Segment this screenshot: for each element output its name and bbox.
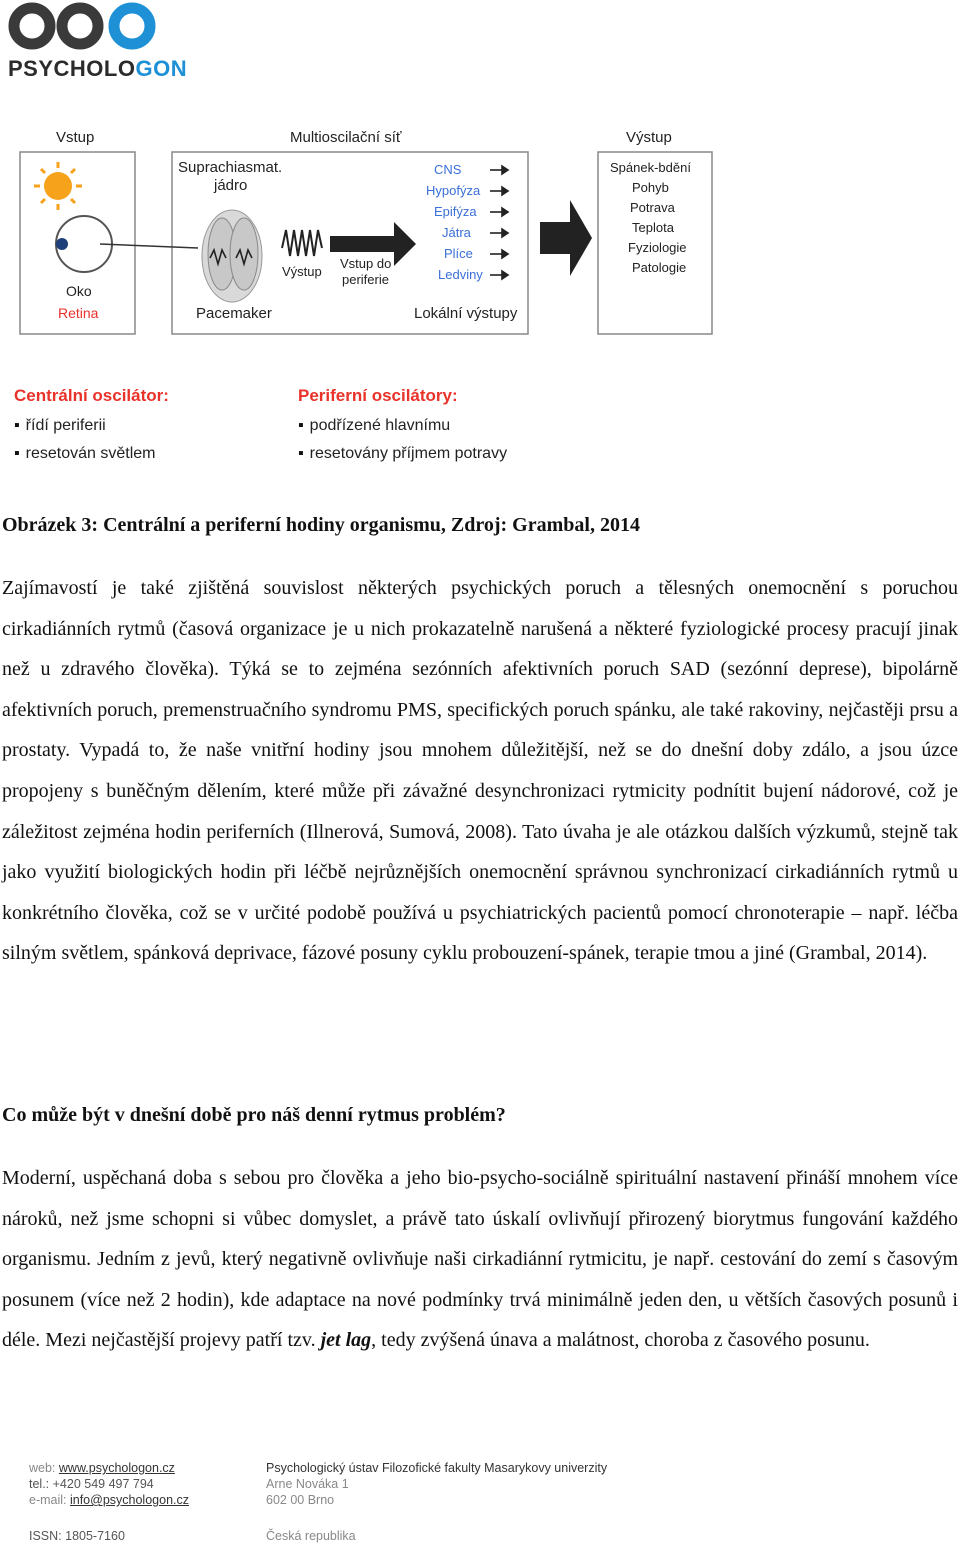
circadian-diagram [0,118,730,358]
web-label: web: [29,1461,59,1475]
central-item: ▪ řídí periferii [14,417,169,435]
figure-caption: Obrázek 3: Centrální a periferní hodiny organismu, Zdroj: Grambal, 2014 [2,514,640,536]
fig-retina-label: Retina [58,305,99,321]
fig-wave-label: Výstup [282,264,322,279]
central-item: ▪ resetován světlem [14,445,169,463]
organ-3: Játra [442,225,471,240]
output-0: Spánek-bdění [610,160,691,175]
paragraph-2 [2,1158,958,1361]
logo-wordmark: PSYCHOLOGON [8,56,188,81]
paragraph-1: Zajímavostí je také zjištěná souvislost některých psychických poruch a tělesných onemocnění s poruchou cirkadiánních rytmů (časová organizace je u nich prokazatelně narušená a některé fyziologické procesy pracují jinak než u zdravého člověka). Týká se to zejména sezónních afektivních poruch SAD (sezónní deprese), bipolárně afektivních poruch, premenstruačního syndromu PMS, specifických poruch spánku, ale také rakoviny, nejčastěji prsu a prostaty. Vypadá to, že naše vnitřní hodiny jsou mnohem důležitější, než se do dnešní doby zdálo, a jsou úzce propojeny s buněčným dělením, které může při závažné desynchronizaci rytmicity podnítit bujení nádorové, což je záležitost zejména hodin periferních (Illnerová, Sumová, 2008). Tato úvaha je ale otázkou dalších výzkumů, stejně tak jako využití biologických hodin při léčbě nejrůznějších onemocnění správnou synchronizací cirkadiánních rytmů u konkrétního člověka, což se v určité podobě používá u psychiatrických pacientů pomocí chronoterapie – např. léčba silným světlem, spánková deprivace, fázové posuny cyklu probouzení-spánek, terapie tmou a jiné (Grambal, 2014). [2,577,958,965]
psychologon-logo [8,0,208,84]
web-link[interactable]: www.psychologon.cz [58,1461,175,1475]
organ-2: Epifýza [434,204,477,219]
peripheral-oscillators [298,386,507,473]
arrow-to-outputs-icon [540,200,592,276]
brain-icon [202,210,262,302]
central-oscillator [14,386,169,473]
paragraph-2-text: Moderní, uspěchaná doba s sebou pro člověka a jeho bio-psycho-sociálně spirituální nastavení přináší mnohem více nároků, než jsme schopni si vůbec domyslet, a právě tato úskalí ovlivňují přirozený biorytmus fungování každého organismu. Jedním z jevů, který negativně ovlivňuje naši cirkadiánní rytmicitu, je např. cestování do zemí s časovým posunem (více než 2 hodin), kde adaptace na nové podmínky trvá minimálně jeden den, u větších časových posunů i déle. Mezi nejčastější projevy patří tzv. [2,1167,958,1352]
organ-5: Ledviny [438,267,483,282]
issn: ISSN: 1805-7160 [29,1529,125,1543]
output-3: Teplota [632,220,674,235]
phone: tel.: +420 549 497 794 [29,1477,154,1491]
peripheral-oscillators-title: Periferní oscilátory: [298,386,458,405]
fig-local-outputs-label: Lokální výstupy [414,305,518,322]
street: Arne Nováka 1 [266,1477,349,1491]
fig-scn-label: Suprachiasmat. jádro [178,159,283,194]
email-label: e-mail: [29,1493,70,1507]
fig-input-title: Vstup [56,129,95,146]
output-1: Pohyb [632,180,669,195]
city: 602 00 Brno [266,1493,335,1507]
paragraph-2-tail: , tedy zvýšená únava a malátnost, choroba z časového posunu. [371,1329,870,1352]
logo-rings-icon [8,0,208,56]
email-link[interactable]: info@psychologon.cz [69,1493,189,1507]
peripheral-item: ▪ resetovány příjmem potravy [298,445,507,463]
section-heading: Co může být v dnešní době pro náš denní rytmus problém? [2,1104,506,1126]
output-4: Fyziologie [628,240,687,255]
jet-lag-term: jet lag [320,1329,372,1352]
organ-0: CNS [434,162,462,177]
central-oscillator-title: Centrální oscilátor: [14,386,169,405]
organ-4: Plíce [444,246,473,261]
organ-1: Hypofýza [426,183,481,198]
footer-contacts [29,1460,189,1508]
footer-address [266,1460,607,1508]
fig-periphery-label: Vstup do periferie [340,256,392,287]
peripheral-item: ▪ podřízené hlavnímu [298,417,507,435]
circadian-figure [0,118,730,488]
fig-network-title: Multioscilační síť [290,129,402,146]
fig-pacemaker-label: Pacemaker [196,305,272,322]
institute: Psychologický ústav Filozofické fakulty Masarykovy univerzity [266,1461,608,1475]
fig-eye-label: Oko [66,283,92,299]
output-2: Potrava [630,200,675,215]
output-5: Patologie [632,260,687,275]
country: Česká republika [266,1529,356,1543]
fig-output-title: Výstup [626,129,672,146]
